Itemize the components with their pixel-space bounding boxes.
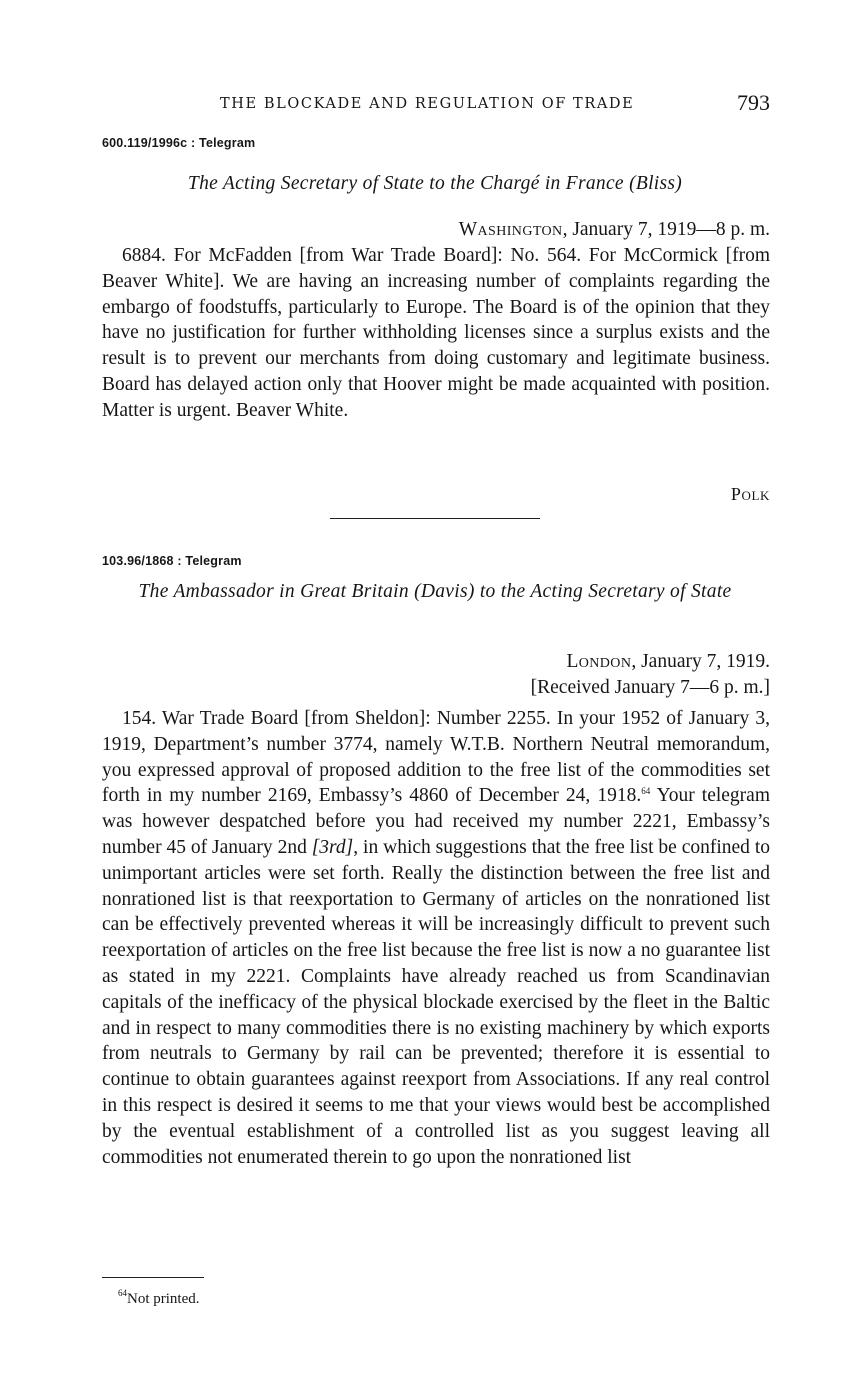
dateline-place-1: Washington: [458, 219, 563, 240]
body-2-part-2: Your telegram was however despatched before you had received my number 2221, Embassy’s number 45 of January 2nd: [102, 785, 770, 858]
dateline-1: [459, 217, 770, 242]
page-number: 793: [737, 90, 770, 115]
footnote: [118, 1288, 200, 1308]
telegram-body-2: [102, 706, 770, 1170]
received-line-2: [Received January 7—6 p. m.]: [530, 677, 770, 698]
telegram-body-1: 6884. For McFadden [from War Trade Board]: No. 564. For McCormick [from Beaver White]. We are having an increasing number of complaints regarding the embargo of foodstuffs, particularly to Europe. The Board is of the opinion that they have no justification for further withholding licenses since a surplus exists and the result is to prevent our merchants from doing customary and legitimate business. Board has delayed action only that Hoover might be made acquainted with position. Matter is urgent. Beaver White.: [102, 245, 770, 421]
file-number-1: 600.119/1996c : Telegram: [102, 136, 256, 150]
section-divider: [330, 518, 540, 519]
signature-1: Polk: [730, 484, 770, 504]
running-title: THE BLOCKADE AND REGULATION OF TRADE: [220, 96, 635, 112]
dateline-date-2: , January 7, 1919.: [631, 651, 770, 672]
body-2-correction: [3rd]: [311, 836, 354, 858]
footnote-rule: [102, 1277, 204, 1278]
body-2-part-1: 154. War Trade Board [from Sheldon]: Number 2255. In your 1952 of January 3, 1919, Department’s number 3774, namely W.T.B. Northern Neutral memorandum, you expressed approval of proposed addition to the free list of the commodities set forth in my number 2169, Embassy’s 4860 of December 24, 1918.: [102, 708, 770, 807]
running-head: [100, 90, 770, 118]
dateline-date-1: , January 7, 1919—8 p. m.: [562, 219, 770, 240]
file-number-2: 103.96/1868 : Telegram: [102, 554, 242, 568]
document-heading-2: The Ambassador in Great Britain (Davis) to the Acting Secretary of State: [138, 581, 732, 602]
footnote-text: Not printed.: [127, 1291, 200, 1307]
body-2-part-3: , in which suggestions that the free list be confined to unimportant articles were set forth. Really the distinction between the free list and nonrationed list is that reexportation to Germany of articles on the nonrationed list can be effectively prevented whereas it will be increasingly difficult to prevent such reexportation of articles on the free list because the free list is now a no guarantee list as stated in my 2221. Complaints have already reached us from Scandinavian capitals of the inefficacy of the physical blockade exercised by the fleet in the Baltic and in respect to many commodities there is no existing machinery by which exports from neutrals to Germany by rail can be prevented; therefore it is essential to continue to obtain guarantees against reexport from Associations. If any real control in this respect is desired it seems to me that your views would best be accomplished by the eventual establishment of a controlled list as you suggest leaving all commodities not enumerated therein to go upon the nonrationed list: [102, 836, 770, 1168]
footnote-reference: 64: [641, 786, 651, 797]
dateline-2: [566, 649, 770, 674]
document-heading-1: The Acting Secretary of State to the Chargé in France (Bliss): [187, 173, 683, 194]
dateline-place-2: London: [566, 651, 632, 672]
footnote-number: 64: [118, 1288, 127, 1298]
